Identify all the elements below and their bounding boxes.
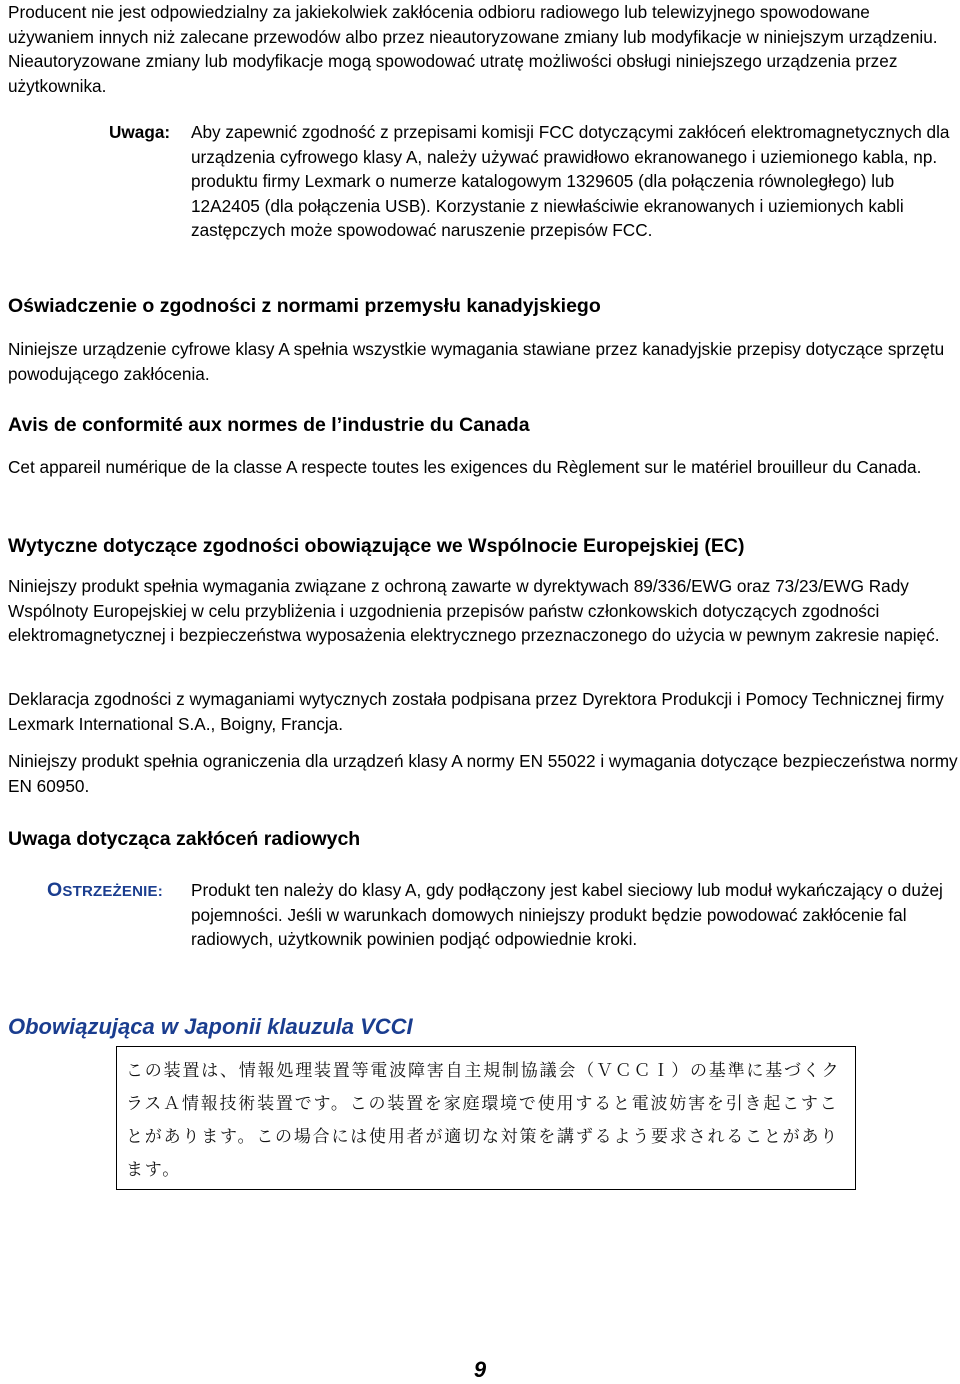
warning-label-initial: O [47,879,63,901]
canada-french-heading: Avis de conformité aux normes de l’industrie du Canada [8,414,530,436]
eu-heading: Wytyczne dotyczące zgodności obowiązujące we Wspólnocie Europejskiej (EC) [8,535,745,557]
vcci-heading: Obowiązująca w Japonii klauzula VCCI [8,1014,413,1039]
note-label: Uwaga: [109,122,171,142]
warning-label [47,878,163,905]
eu-paragraph-2: Deklaracja zgodności z wymaganiami wytycznych została podpisana przez Dyrektora Produkcji i Pomocy Technicznej firmy Lexmark International S.A., Boigny, Francja. [8,689,944,734]
intro-paragraph: Producent nie jest odpowiedzialny za jakiekolwiek zakłócenia odbioru radiowego lub telewizyjnego spowodowane używaniem innych niż zalecane przewodów albo przez nieautoryzowane zmiany lub modyfikacje w niniejszym urządzeniu. Nieautoryzowane zmiany lub modyfikacje mogą spowodować utratę możliwości obsługi niniejszego urządzenia przez użytkownika. [8,2,938,96]
vcci-clause-box [116,1046,856,1190]
warning-text: Produkt ten należy do klasy A, gdy podłączony jest kabel sieciowy lub moduł wykańczający o dużej pojemności. Jeśli w warunkach domowych niniejszy produkt będzie powodować zakłócenie fal radiowych, użytkownik powinien podjąć odpowiednie kroki. [191,880,943,949]
canada-french-paragraph: Cet appareil numérique de la classe A respecte toutes les exigences du Règlement sur le matériel brouilleur du Canada. [8,457,922,477]
page-number: 9 [473,1357,487,1382]
note-text: Aby zapewnić zgodność z przepisami komisji FCC dotyczącymi zakłóceń elektromagnetycznych dla urządzenia cyfrowego klasy A, należy używać prawidłowo ekranowanego i uziemionego kabla, np. produktu firmy Lexmark o numerze katalogowym 1329605 (dla połączenia równoległego) lub 12A2405 (dla połączenia USB). Korzystanie z niewłaściwie ekranowanych i uziemionych kabli zastępczych może spowodować naruszenie przepisów FCC. [191,122,950,240]
eu-paragraph-1: Niniejszy produkt spełnia wymagania związane z ochroną zawarte w dyrektywach 89/336/EWG oraz 73/23/EWG Rady Wspólnoty Europejskiej w celu przybliżenia i uzgodnienia przepisów państw członkowskich dotyczących zgodności elektromagnetycznej i bezpieczeństwa wyposażenia elektrycznego przeznaczonego do użycia w pewnym zakresie napięć. [8,576,940,645]
warning-label-rest: STRZEŻENIE: [62,883,163,900]
eu-paragraph-3: Niniejszy produkt spełnia ograniczenia dla urządzeń klasy A normy EN 55022 i wymagania dotyczące bezpieczeństwa normy EN 60950. [8,751,958,796]
canada-paragraph: Niniejsze urządzenie cyfrowe klasy A spełnia wszystkie wymagania stawiane przez kanadyjskie przepisy dotyczące sprzętu powodującego zakłócenia. [8,339,945,384]
canada-heading: Oświadczenie o zgodności z normami przemysłu kanadyjskiego [8,295,601,317]
vcci-japanese-text: この装置は、情報処理装置等電波障害自主規制協議会（ＶＣＣＩ）の基準に基づくクラスＡ情報技術装置です。この装置を家庭環境で使用すると電波妨害を引き起こすことがあります。この場合には使用者が適切な対策を講ずるよう要求されることがあります。 [126,1061,841,1180]
radio-heading: Uwaga dotycząca zakłóceń radiowych [8,828,361,850]
